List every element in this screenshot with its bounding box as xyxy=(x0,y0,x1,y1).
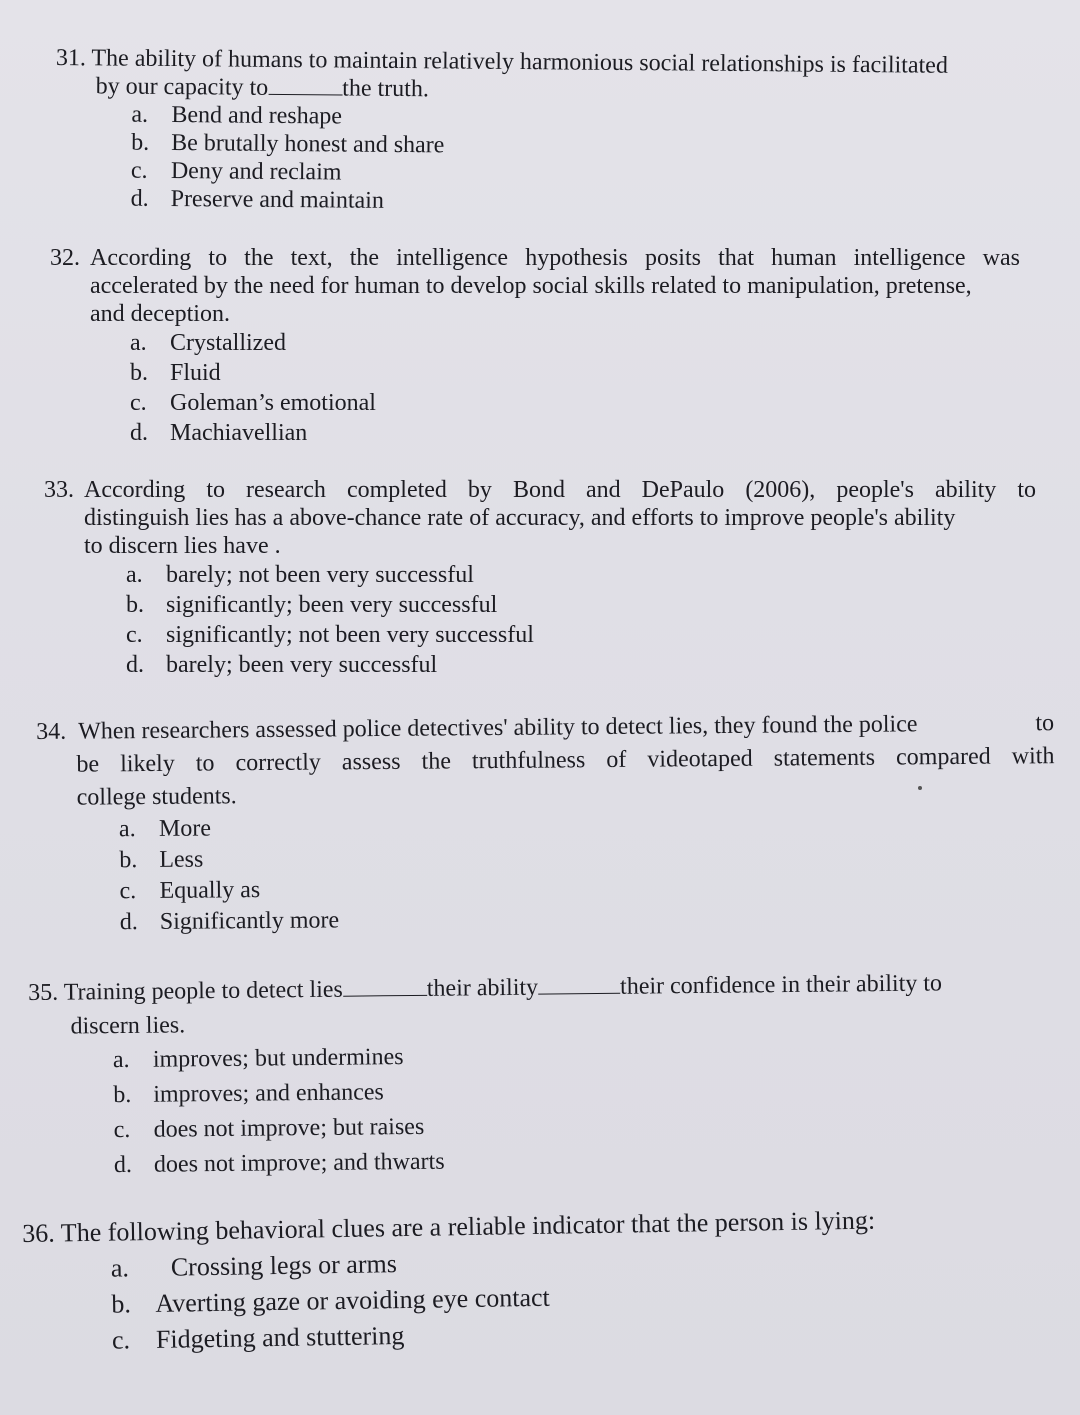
question-stem-line xyxy=(44,476,1036,504)
question-stem-text: to xyxy=(1035,710,1055,737)
option-b: b. Averting gaze or avoiding eye contact xyxy=(111,1282,550,1319)
options-list xyxy=(23,1237,985,1360)
question-stem-text: and deception. xyxy=(90,301,230,327)
paper-speck xyxy=(918,786,922,790)
option-d: d. barely; been very successful xyxy=(126,652,438,678)
answer-blank xyxy=(343,975,427,997)
question-stem-text: According to the text, the intelligence hypothesis posits that human intelligence was xyxy=(90,245,1020,271)
question-stem-text: Training people to detect lies xyxy=(63,976,343,1006)
question-number: 32. xyxy=(50,245,80,271)
question-number: 35. xyxy=(28,979,59,1006)
question-32 xyxy=(50,244,1020,448)
answer-blank xyxy=(538,973,620,995)
option-a: a. barely; not been very successful xyxy=(126,562,474,588)
question-stem-text: their confidence in their ability to xyxy=(619,970,943,1000)
question-stem-text: to discern lies have . xyxy=(84,533,281,559)
question-stem-text: accelerated by the need for human to develop social skills related to manipulation, pretense, xyxy=(90,273,972,299)
option-b: b. Fluid xyxy=(130,360,221,386)
options-list xyxy=(44,560,1036,680)
question-stem-text: be likely to correctly assess the truthfulness of videotaped statements compared with xyxy=(76,743,1055,778)
question-stem-text: The ability of humans to maintain relatively harmonious social relationships is facilitated xyxy=(91,45,948,79)
option-b: b. Be brutally honest and share xyxy=(131,129,445,159)
option-b: b. Less xyxy=(119,846,204,874)
question-number: 31. xyxy=(55,44,86,72)
option-a: a. Crossing legs or arms xyxy=(110,1249,398,1283)
question-33 xyxy=(44,476,1036,680)
option-d: d. does not improve; and thwarts xyxy=(113,1148,445,1179)
question-stem-line xyxy=(50,244,1020,272)
options-list xyxy=(29,1033,1070,1184)
options-list xyxy=(50,328,1020,448)
option-a: a. More xyxy=(118,815,212,843)
option-d: d. Preserve and maintain xyxy=(130,185,385,214)
question-35 xyxy=(28,965,1070,1184)
option-d: d. Significantly more xyxy=(119,907,340,936)
question-36 xyxy=(22,1201,984,1360)
option-b: b. significantly; been very successful xyxy=(126,592,498,618)
question-number: 33. xyxy=(44,477,74,503)
answer-blank xyxy=(268,74,342,96)
option-d: d. Machiavellian xyxy=(130,420,308,446)
option-c: c. Goleman’s emotional xyxy=(130,390,376,416)
question-number: 34. xyxy=(36,718,67,745)
question-stem-line xyxy=(50,272,1020,300)
option-c: c. does not improve; but raises xyxy=(113,1113,425,1144)
options-list xyxy=(37,806,1056,939)
question-stem-text: discern lies. xyxy=(70,1012,186,1040)
option-c: c. Deny and reclaim xyxy=(130,157,342,186)
option-a: a. improves; but undermines xyxy=(112,1044,404,1074)
question-stem-text: the truth. xyxy=(342,75,429,103)
question-stem-line xyxy=(44,532,1036,560)
question-number: 36. xyxy=(22,1218,55,1248)
question-stem-text: distinguish lies has a above-chance rate of accuracy, and efforts to improve people's ability xyxy=(84,505,956,531)
question-stem-text: When researchers assessed police detectives' ability to detect lies, they found the police xyxy=(78,711,918,745)
option-a: a. Crystallized xyxy=(130,330,286,356)
question-stem-text: college students. xyxy=(76,783,237,811)
question-stem-line xyxy=(44,504,1036,532)
options-list xyxy=(55,100,1006,220)
option-c: c. Equally as xyxy=(119,877,261,905)
question-stem-text: their ability xyxy=(426,974,539,1002)
question-stem-text: According to research completed by Bond and DePaulo (2006), people's ability to xyxy=(84,477,1036,503)
option-b: b. improves; and enhances xyxy=(113,1079,384,1109)
question-31 xyxy=(55,44,1006,220)
question-stem-line xyxy=(50,300,1020,328)
option-c: c. significantly; not been very successful xyxy=(126,622,534,648)
question-34 xyxy=(36,707,1056,939)
question-stem-text: by our capacity to xyxy=(95,73,269,101)
question-stem-text: The following behavioral clues are a reliable indicator that the person is lying: xyxy=(60,1205,876,1248)
option-c: c. Fidgeting and stuttering xyxy=(111,1321,405,1355)
option-a: a. Bend and reshape xyxy=(131,101,343,130)
